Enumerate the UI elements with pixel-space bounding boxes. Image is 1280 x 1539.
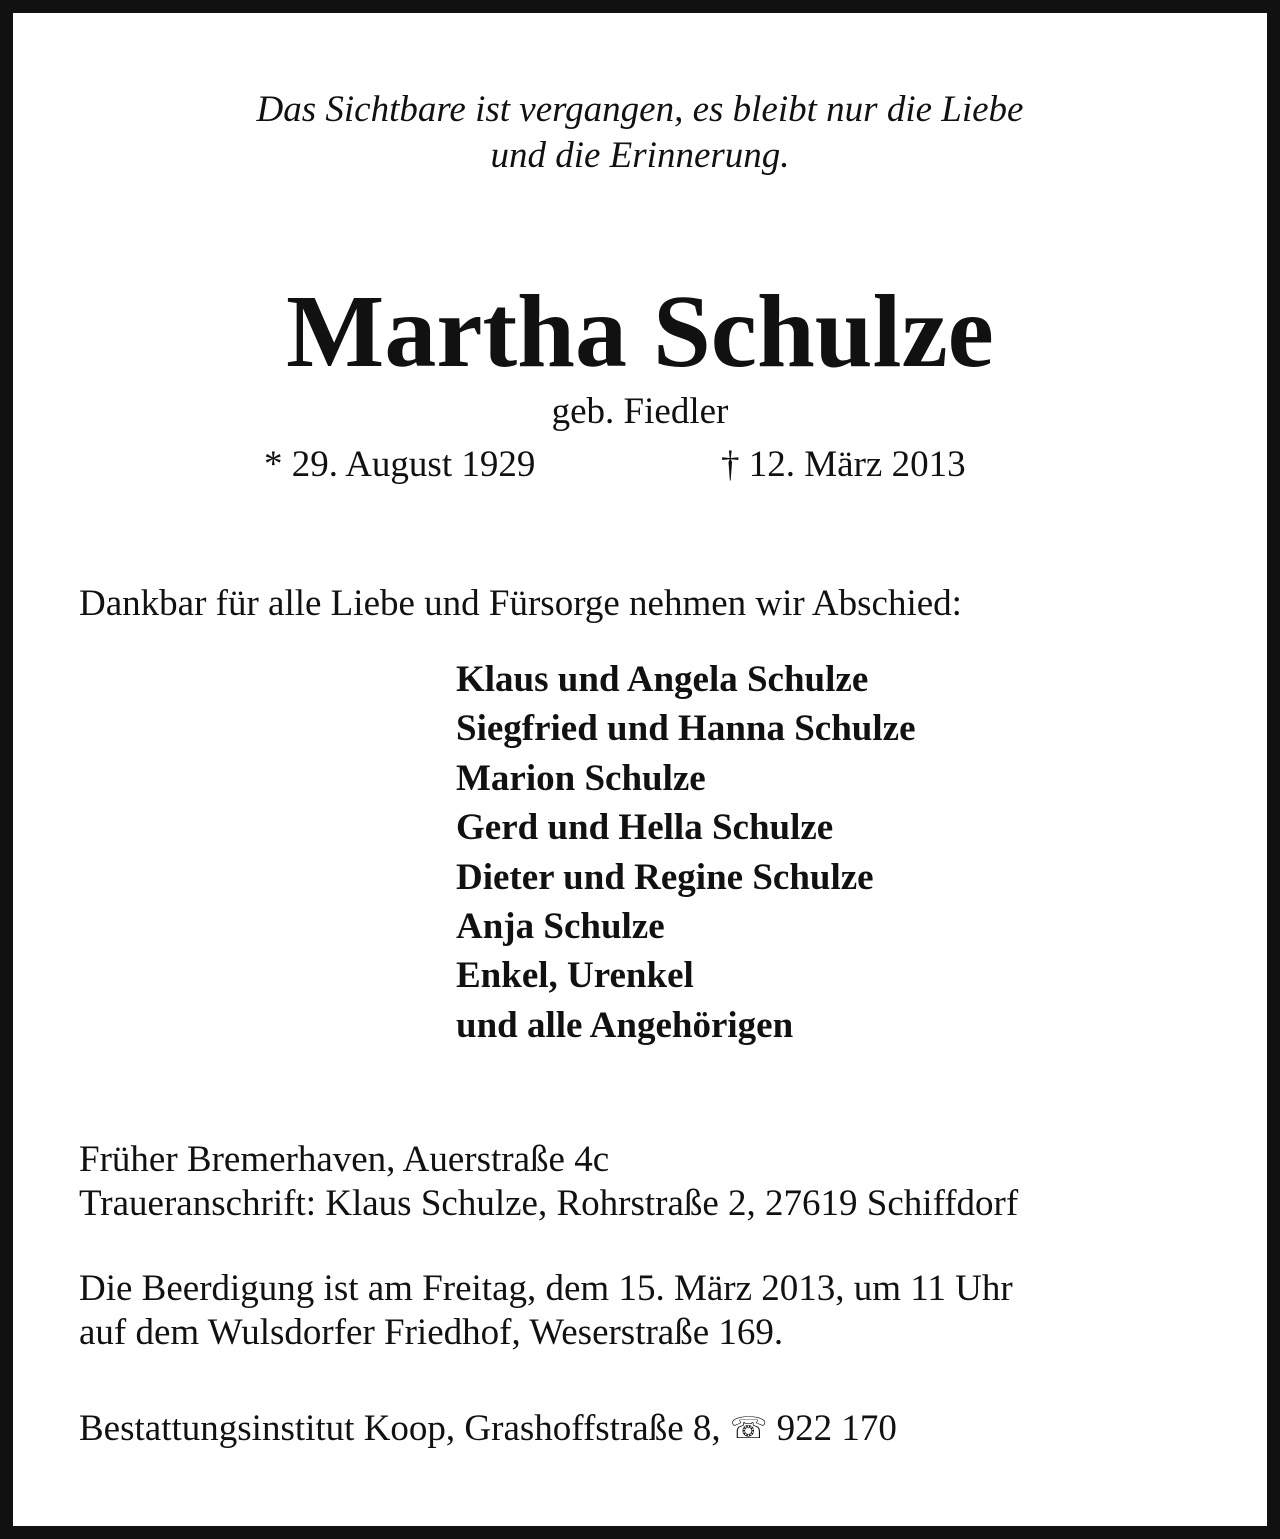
mourner-name: Siegfried und Hanna Schulze xyxy=(456,708,916,750)
former-address: Früher Bremerhaven, Auerstraße 4c xyxy=(79,1139,610,1180)
motto-line-1: Das Sichtbare ist vergangen, es bleibt nur die Liebe xyxy=(256,89,1024,130)
mourner-name: und alle Angehörigen xyxy=(456,1004,794,1046)
motto-line-2: und die Erinnerung. xyxy=(490,135,790,176)
death-date: † 12. März 2013 xyxy=(721,444,966,485)
mourner-name: Anja Schulze xyxy=(456,906,665,948)
undertaker-name-address: Bestattungsinstitut Koop, Grashoffstraße 8, xyxy=(79,1408,721,1449)
mourner-name: Enkel, Urenkel xyxy=(456,955,694,997)
funeral-info-line-1: Die Beerdigung ist am Freitag, dem 15. März 2013, um 11 Uhr xyxy=(79,1268,1013,1309)
funeral-info-line-2: auf dem Wulsdorfer Friedhof, Weserstraße 169. xyxy=(79,1312,784,1353)
mourner-name: Klaus und Angela Schulze xyxy=(456,659,869,700)
birth-date: * 29. August 1929 xyxy=(264,444,536,485)
telephone-icon: ☏ xyxy=(729,1411,768,1446)
mourner-name: Marion Schulze xyxy=(456,757,706,799)
undertaker-phone: 922 170 xyxy=(776,1408,897,1449)
undertaker-info xyxy=(79,1407,897,1451)
mourner-name: Dieter und Regine Schulze xyxy=(456,856,874,898)
mourner-name: Gerd und Hella Schulze xyxy=(456,807,834,849)
mourning-address: Traueranschrift: Klaus Schulze, Rohrstraße 2, 27619 Schiffdorf xyxy=(79,1183,1019,1224)
deceased-name: Martha Schulze xyxy=(286,274,994,389)
mourners-list xyxy=(456,655,916,1050)
farewell-intro: Dankbar für alle Liebe und Fürsorge nehmen wir Abschied: xyxy=(79,583,962,624)
maiden-name: geb. Fiedler xyxy=(551,391,729,432)
